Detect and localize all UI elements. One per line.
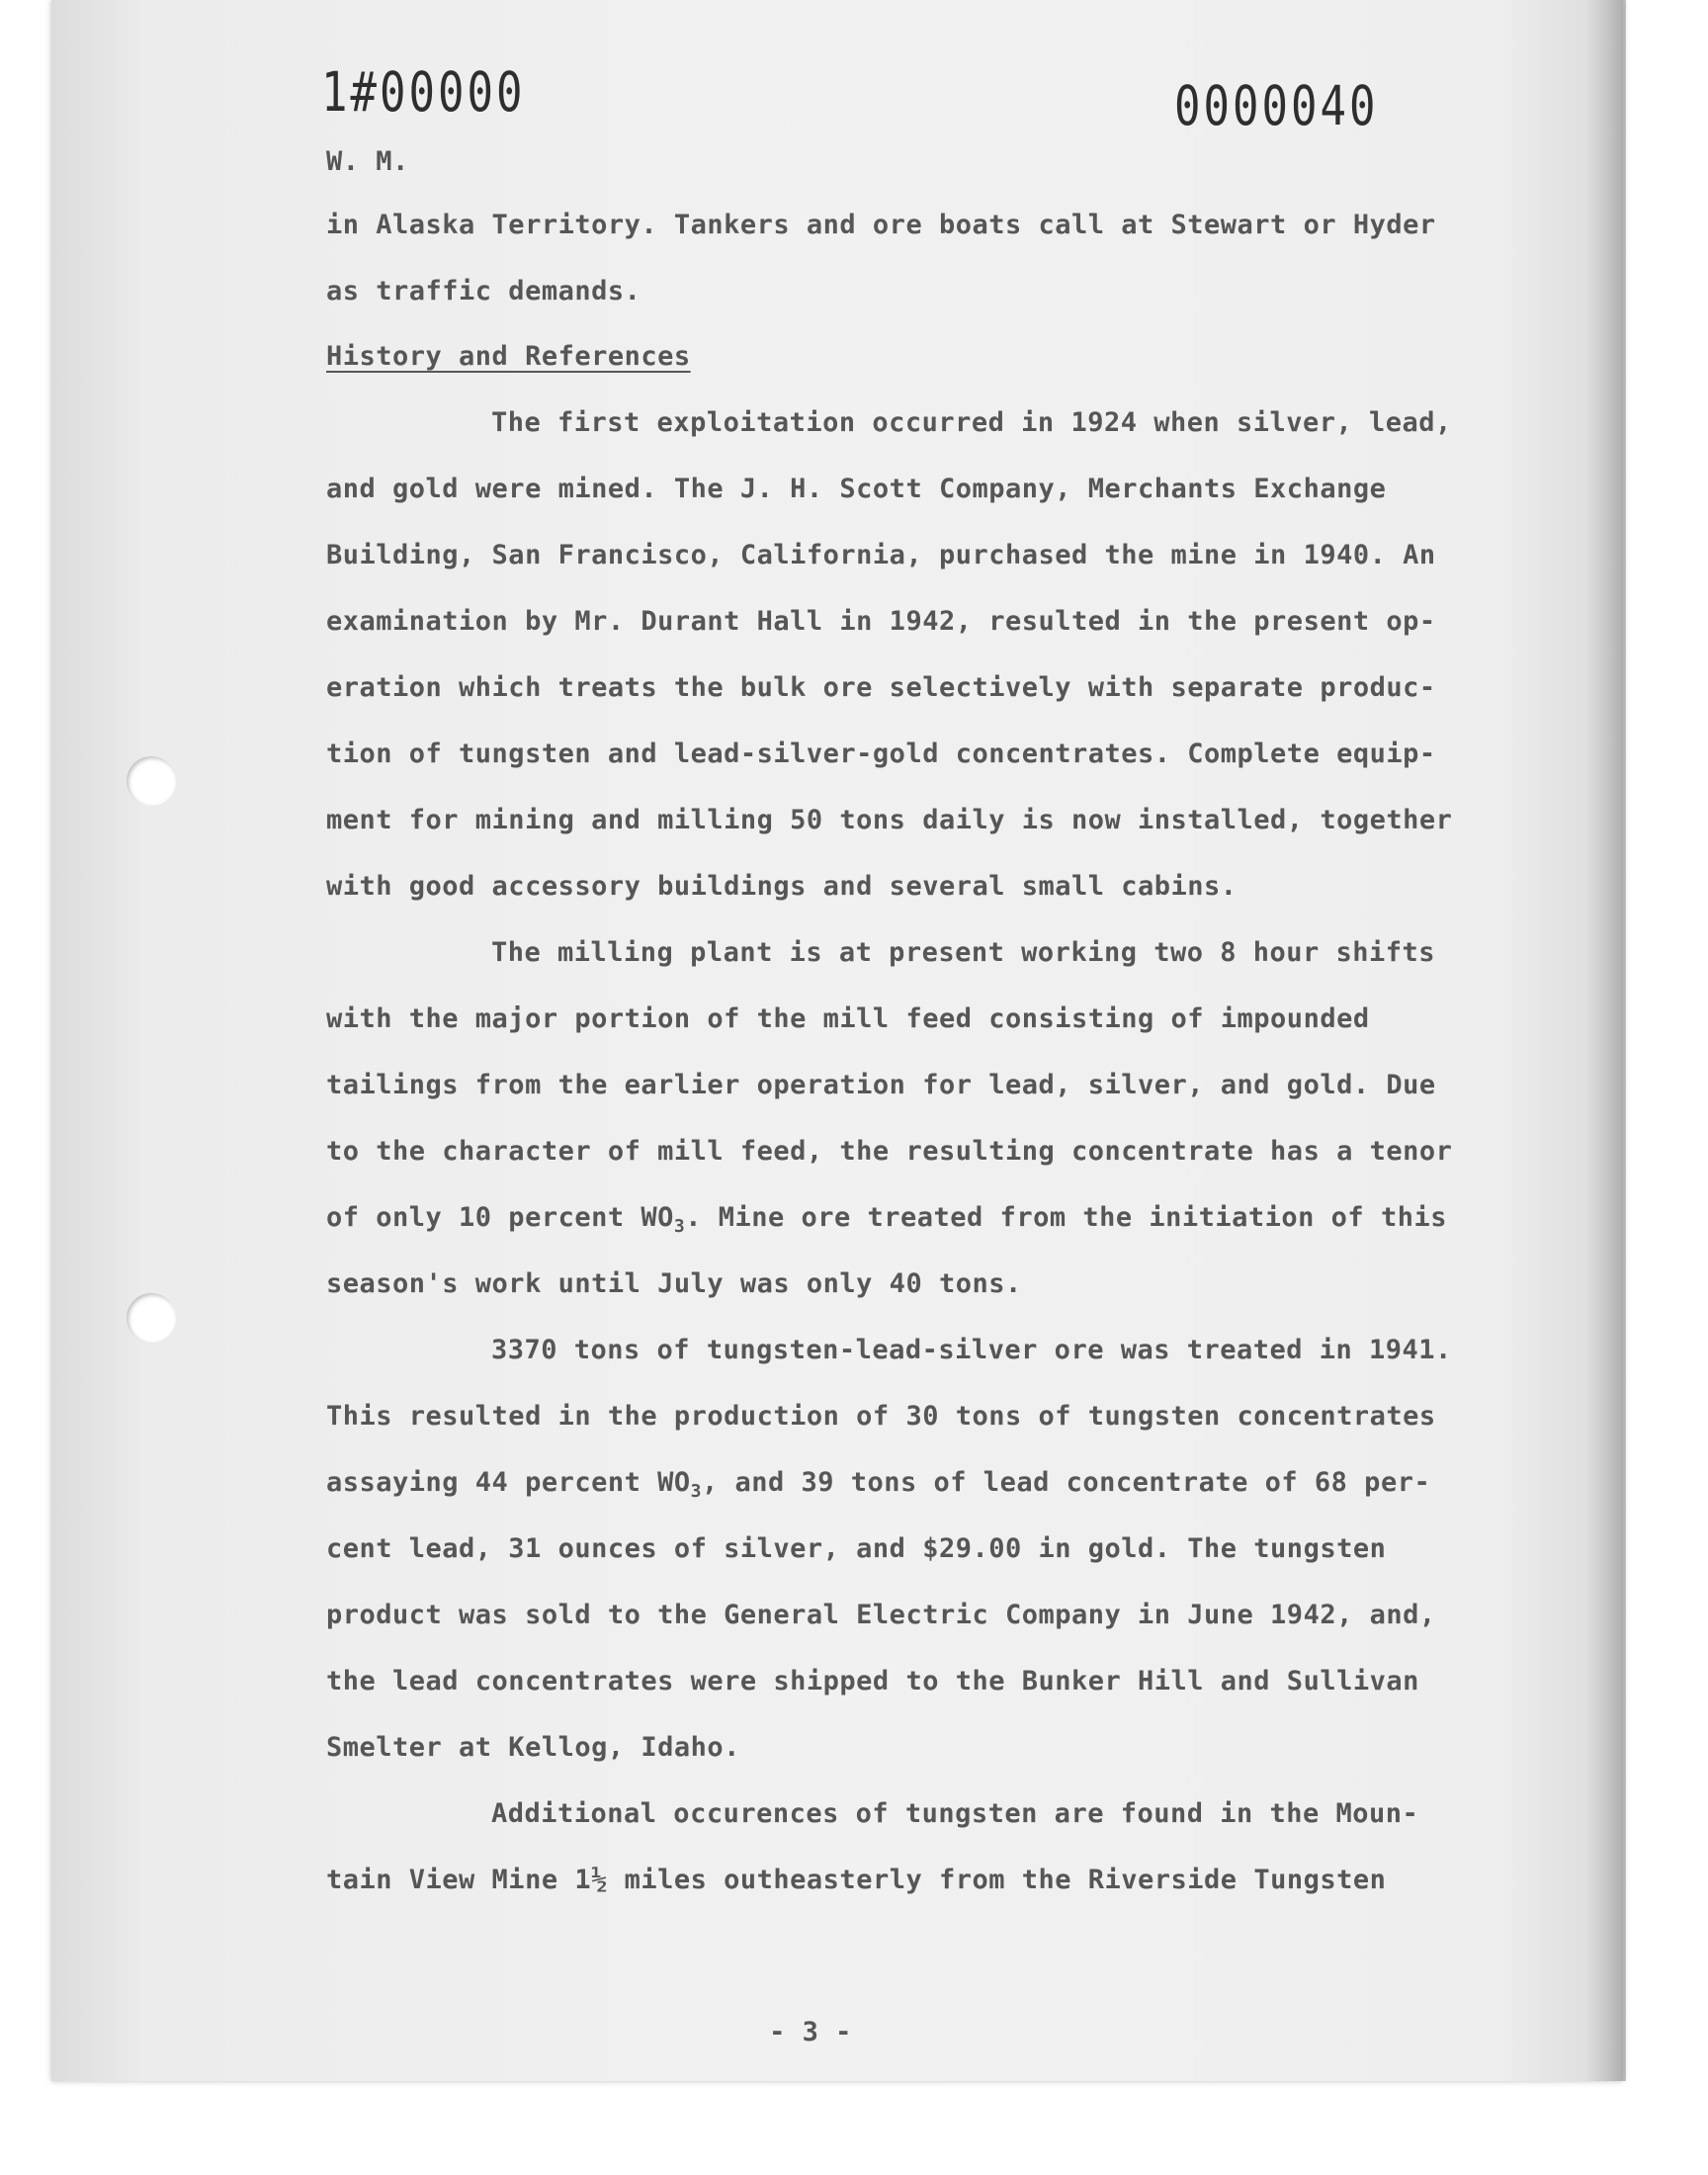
wo3-text-before: of only 10 percent WO xyxy=(326,1202,674,1233)
document-number-stamp-right: 0000040 xyxy=(1174,75,1379,138)
wo3-text-before: assaying 44 percent WO xyxy=(326,1467,691,1498)
paragraph-3-line: 3370 tons of tungsten-lead-silver ore was treated in 1941. xyxy=(491,1335,1452,1365)
wo3-text-after: , and 39 tons of lead concentrate of 68 per- xyxy=(701,1467,1431,1498)
wo3-text-after: . Mine ore treated from the initiation of this xyxy=(685,1202,1447,1233)
paragraph-3-line: the lead concentrates were shipped to the Bunker Hill and Sullivan xyxy=(326,1666,1419,1696)
paragraph-3-line: Smelter at Kellog, Idaho. xyxy=(326,1732,740,1763)
paragraph-3-line: This resulted in the production of 30 tons of tungsten concentrates xyxy=(326,1401,1436,1432)
paragraph-3-line: cent lead, 31 ounces of silver, and $29.00 in gold. The tungsten xyxy=(326,1533,1387,1564)
paragraph-2-line-wo3 xyxy=(326,1202,1447,1237)
paragraph-1-line: and gold were mined. The J. H. Scott Company, Merchants Exchange xyxy=(326,474,1387,504)
paragraph-1-line: The first exploitation occurred in 1924 when silver, lead, xyxy=(491,407,1452,438)
paragraph-1-line: with good accessory buildings and several small cabins. xyxy=(326,871,1238,902)
wo3-subscript: 3 xyxy=(690,1481,702,1502)
paragraph-2-line: The milling plant is at present working two 8 hour shifts xyxy=(491,937,1436,968)
document-number-stamp-left: 1#00000 xyxy=(321,61,526,125)
paragraph-2-line: season's work until July was only 40 tons. xyxy=(326,1268,1022,1299)
paragraph-4-line-fraction xyxy=(326,1865,1386,1895)
paragraph-3-line-wo3 xyxy=(326,1467,1430,1502)
fraction-text-before: tain View Mine 1 xyxy=(326,1865,592,1895)
page-number: - 3 - xyxy=(769,2017,852,2047)
body-line: in Alaska Territory. Tankers and ore boats call at Stewart or Hyder xyxy=(326,210,1436,240)
fraction-glyph: ½ xyxy=(591,1865,608,1895)
punch-hole-lower xyxy=(127,1293,176,1343)
paragraph-1-line: eration which treats the bulk ore selectively with separate produc- xyxy=(326,672,1436,703)
paragraph-1-line: Building, San Francisco, California, purchased the mine in 1940. An xyxy=(326,540,1436,570)
wo3-subscript: 3 xyxy=(673,1216,686,1237)
paragraph-1-line: ment for mining and milling 50 tons daily is now installed, together xyxy=(326,805,1453,835)
body-line: as traffic demands. xyxy=(326,276,641,306)
paragraph-4-line: Additional occurences of tungsten are found in the Moun- xyxy=(491,1798,1419,1829)
paragraph-1-line: tion of tungsten and lead-silver-gold concentrates. Complete equip- xyxy=(326,739,1436,769)
section-heading: History and References xyxy=(326,341,691,372)
paragraph-2-line: to the character of mill feed, the resulting concentrate has a tenor xyxy=(326,1136,1453,1167)
paragraph-2-line: tailings from the earlier operation for lead, silver, and gold. Due xyxy=(326,1070,1436,1100)
page-edge-shadow xyxy=(1586,0,1626,2081)
author-initials: W. M. xyxy=(326,146,409,177)
punch-hole-upper xyxy=(127,756,176,806)
paragraph-1-line: examination by Mr. Durant Hall in 1942, resulted in the present op- xyxy=(326,606,1436,637)
document-page xyxy=(51,0,1623,2081)
fraction-text-after: miles outheasterly from the Riverside Tungsten xyxy=(607,1865,1387,1895)
paragraph-2-line: with the major portion of the mill feed consisting of impounded xyxy=(326,1003,1370,1034)
paragraph-3-line: product was sold to the General Electric Company in June 1942, and, xyxy=(326,1600,1436,1630)
